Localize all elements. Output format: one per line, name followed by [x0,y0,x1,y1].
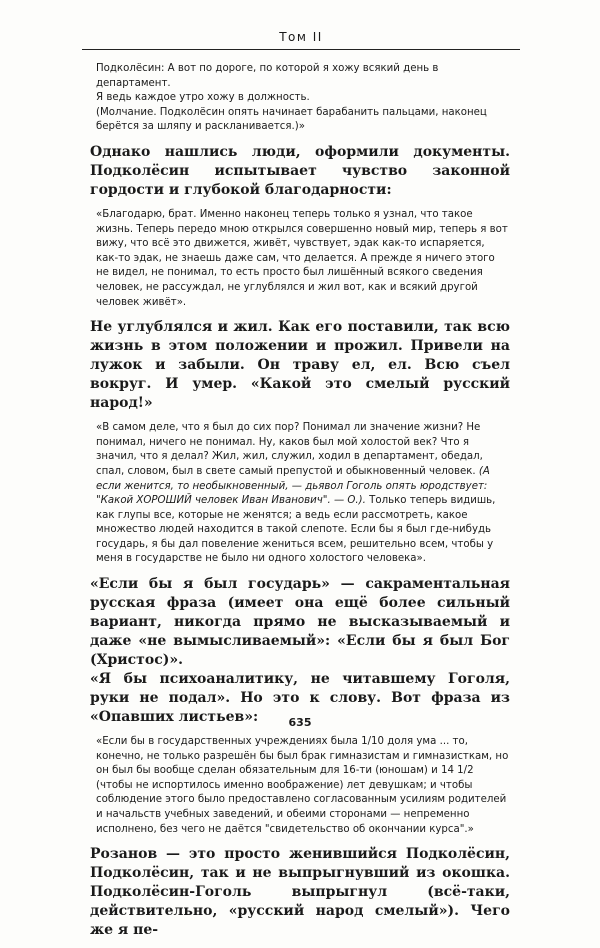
paragraph-2 [90,318,510,413]
running-header: Том II [279,30,323,44]
quote-3-part-2: Только теперь видишь, как глупы все, которые не женятся; а ведь если рассмотреть, какое множество людей находится в такой слепоте. Если бы я был где-нибудь государь, я бы дал повеление жениться всем, решительно всем, чтобы у меня в государстве не было ни одного холостого человека». [96,495,496,565]
quote-1 [96,62,510,135]
quote-3-part-1: «В самом деле, что я был до сих пор? Понимал ли значение жизни? Не понимал, ничего не понимал. Ну, каков был мой холостой век? Что я значил, что я делал? Жил, жил, служил, ходил в департамент, обедал, спал, словом, был в свете самый препустой и обыкновенный человек. [96,422,483,477]
header-rule [82,49,520,50]
quote-4 [96,735,510,837]
quote-1-line-1: Подколёсин: А вот по дороге, по которой я хожу всякий день в департамент. [96,63,439,89]
quote-2 [96,208,510,310]
paragraph-3a-text: «Если бы я был государь» — сакраментальная русская фраза (имеет она ещё более сильный вариант, никогда прямо не высказываемый и даже «не вымысливаемый»: «Если бы я был Бог (Христос)». [90,576,510,669]
quote-3-author-note: (А если женится, то необыкновенный, — дьявол Гоголь опять юродствует: "Какой ХОРОШИЙ человек Иван Иванович". — О.). [96,465,490,507]
quote-1-line-3: (Молчание. Подколёсин опять начинает барабанить пальцами, наконец берётся за шляпу и раскланивается.)» [96,106,487,133]
page-body [90,62,510,948]
quote-2-text: «Благодарю, брат. Именно наконец теперь только я узнал, что такое жизнь. Теперь передо мною открылся совершенно новый мир, теперь я вот вижу, что всё это движется, живёт, чувствует, эдак как-то испаряется, как-то эдак, не знаешь даже сам, что делается. А прежде я ничего этого не видел, не понимал, то есть просто был лишённый всякого сведения человек, не рассуждал, не углублялся и жил вот, как и всякий другой человек живёт». [96,208,508,308]
paragraph-1-text: Однако нашлись люди, оформили документы. Подколёсин испытывает чувство законной гордости и глубокой благодарности: [90,143,510,198]
quote-4-text: «Если бы в государственных учреждениях была 1/10 доля ума ... то, конечно, не только разрешён бы был брак гимназистам и гимназисткам, но он был бы вообще сделан обязательным для 16-ти (юношам) и 14 1/2 (чтобы не испортилось именно воображение) лет девушкам; и чтобы соблюдение этого было предоставлено согласованным усилиям родителей и начальств учебных заведений, и обеими сторонами — непременно исполнено, без чего не даётся "свидетельство об окончании курса".» [96,736,509,835]
quote-1-line-2: Я ведь каждое утро хожу в должность. [96,92,310,104]
quote-3 [96,421,510,567]
paragraph-4 [90,845,510,940]
paragraph-3 [90,575,510,727]
paragraph-4-text: Розанов — это просто женившийся Подколёсин, Подколёсин, так и не выпрыгнувший из окошка. Подколёсин-Гоголь выпрыгнул (всё-таки, действительно, «русский народ смелый»). Чего же я пе- [90,846,510,939]
page-number: 635 [288,716,312,729]
paragraph-2-text: Не углублялся и жил. Как его поставили, так всю жизнь в этом положении и прожил. Привели на лужок и забыли. Он траву ел, ел. Всю съел вокруг. И умер. «Какой это смелый русский народ!» [90,319,510,412]
paragraph-1 [90,143,510,200]
paragraph-3b-text: «Я бы психоаналитику, не читавшему Гоголя, руки не подал». Но это к слову. Вот фраза из «Опавших листьев»: [90,671,510,726]
